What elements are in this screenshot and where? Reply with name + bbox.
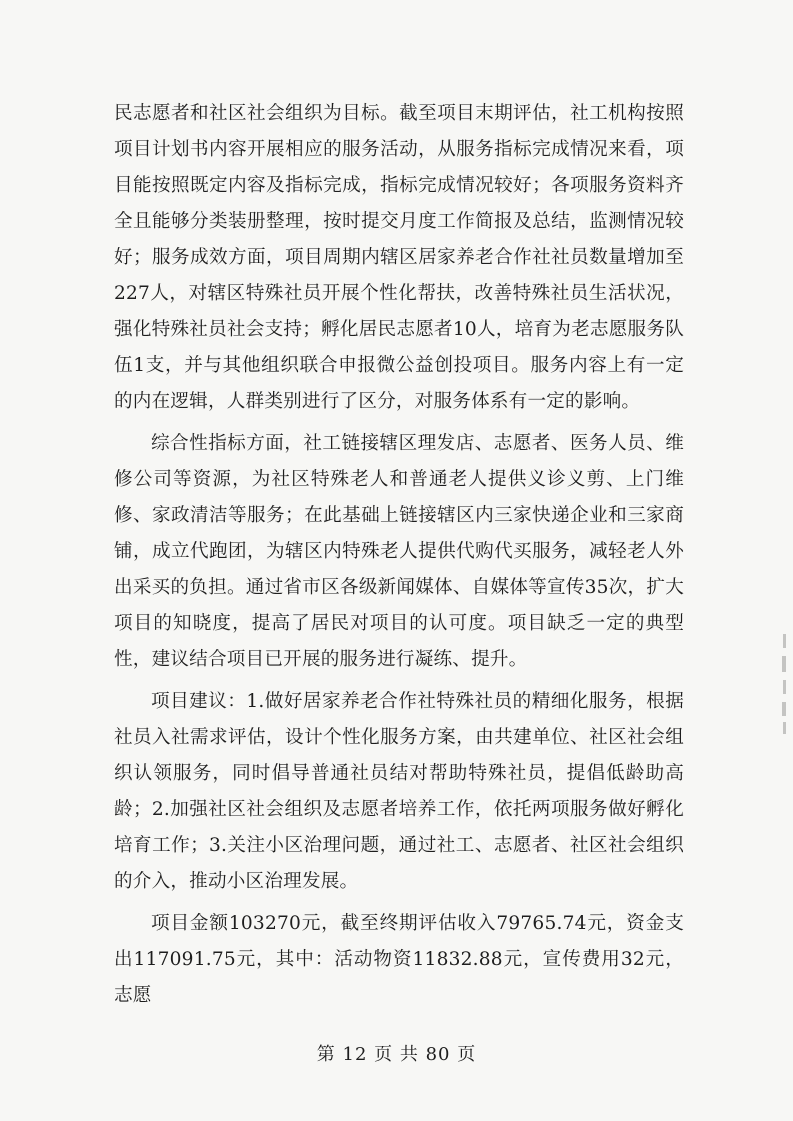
paragraph-project-funds: 项目金额103270元，截至终期评估收入79765.74元，资金支出117091.75元，其中：活动物资11832.88元，宣传费用32元，志愿: [114, 913, 684, 1006]
paragraph-comprehensive-indicators: 综合性指标方面，社工链接辖区理发店、志愿者、医务人员、维修公司等资源，为社区特殊老人和普通老人提供义诊义剪、上门维修、家政清洁等服务；在此基础上链接辖区内三家快递企业和三家商铺，成立代跑团，为辖区内特殊老人提供代购代买服务，减轻老人外出采买的负担。通过省市区各级新闻媒体、自媒体等宣传35次，扩大项目的知晓度，提高了居民对项目的认可度。项目缺乏一定的典型性，建议结合项目已开展的服务进行凝练、提升。: [114, 433, 684, 670]
page-number-footer: 第 12 页 共 80 页: [316, 1044, 477, 1065]
body-text: [114, 96, 684, 1020]
seal-edge-mark: [777, 630, 793, 740]
paragraph-continuation: 民志愿者和社区社会组织为目标。截至项目末期评估，社工机构按照项目计划书内容开展相应的服务活动，从服务指标完成情况来看，项目能按照既定内容及指标完成，指标完成情况较好；各项服务资料齐全且能够分类装册整理，按时提交月度工作简报及总结，监测情况较好；服务成效方面，项目周期内辖区居家养老合作社社员数量增加至227人，对辖区特殊社员开展个性化帮扶，改善特殊社员生活状况，强化特殊社员社会支持；孵化居民志愿者10人，培育为老志愿服务队伍1支，并与其他组织联合申报微公益创投项目。服务内容上有一定的内在逻辑，人群类别进行了区分，对服务体系有一定的影响。: [114, 103, 684, 412]
paragraph-project-suggestions: 项目建议：1.做好居家养老合作社特殊社员的精细化服务，根据社员入社需求评估，设计个性化服务方案，由共建单位、社区社会组织认领服务，同时倡导普通社员结对帮助特殊社员，提倡低龄助高龄；2.加强社区社会组织及志愿者培养工作，依托两项服务做好孵化培育工作；3.关注小区治理问题，通过社工、志愿者、社区社会组织的介入，推动小区治理发展。: [114, 691, 684, 892]
